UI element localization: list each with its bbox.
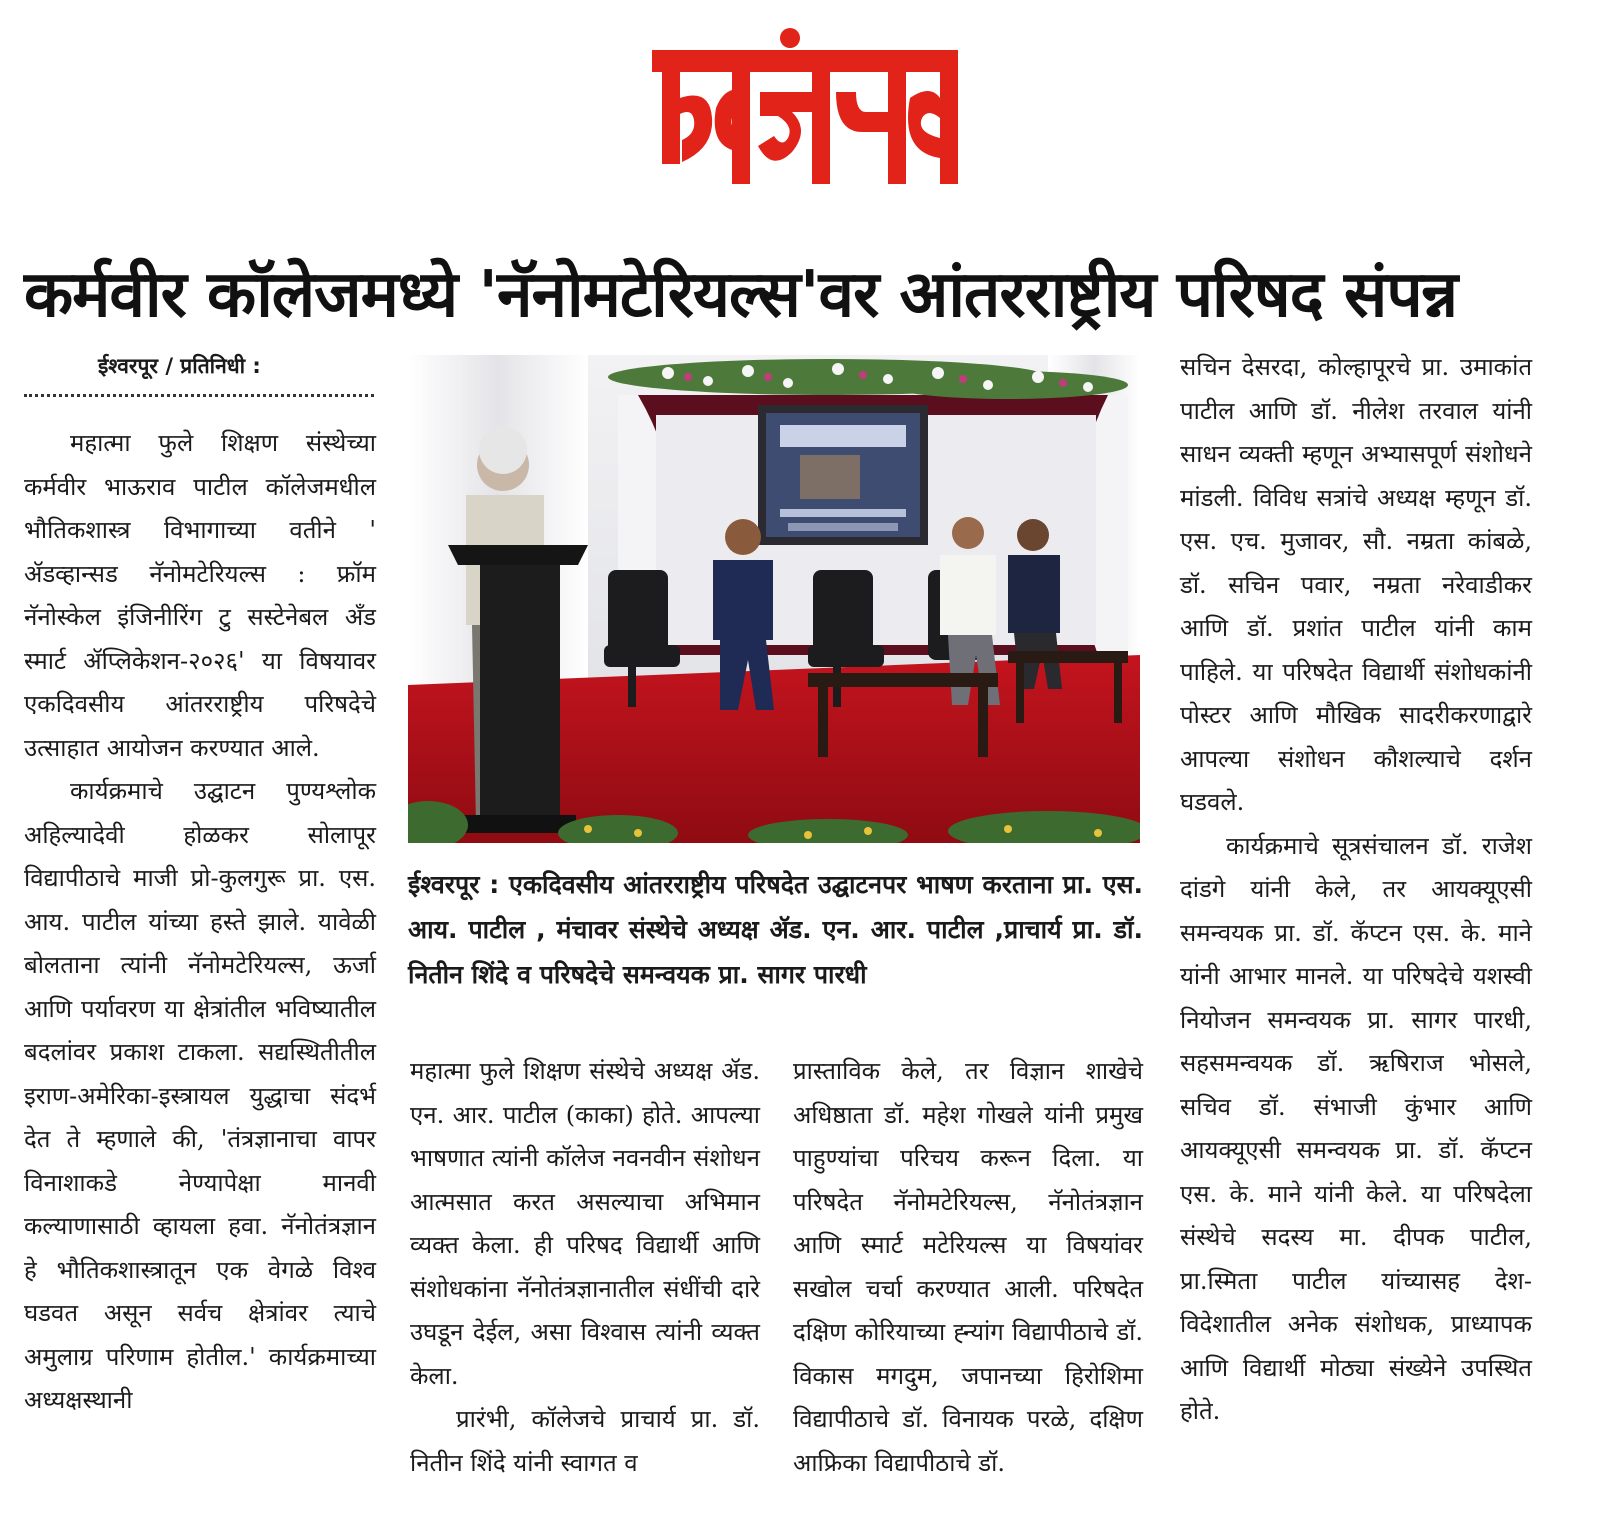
article-column-3 bbox=[793, 1050, 1143, 1485]
column-1-paragraph-2: कार्यक्रमाचे उद्घाटन पुण्यश्लोक अहिल्यादेवी होळकर सोलापूर विद्यापीठाचे माजी प्रो-कुलगुरू प्रा. एस. आय. पाटील यांच्या हस्ते झाले. यावेळी बोलताना त्यांनी नॅनोमटेरियल्स, ऊर्जा आणि पर्यावरण या क्षेत्रांतील भविष्यातील बदलांवर प्रकाश टाकला. सद्यस्थितीतील इराण-अमेरिका-इस्त्रायल युद्धाचा संदर्भ देत ते म्हणाले की, 'तंत्रज्ञानाचा वापर विनाशाकडे नेण्यापेक्षा मानवी कल्याणासाठी व्हायला हवा. नॅनोतंत्रज्ञान हे भौतिकशास्त्रातून एक वेगळे विश्व घडवत असून सर्वच क्षेत्रांवर त्याचे अमुलाग्र परिणाम होतील.' कार्यक्रमाच्या अध्यक्षस्थानी bbox=[24, 777, 376, 1414]
event-photo bbox=[408, 355, 1140, 843]
column-1-paragraph-1: महात्मा फुले शिक्षण संस्थेच्या कर्मवीर भाऊराव पाटील कॉलेजमधील भौतिकशास्त्र विभागाच्या वतीने ' ॲडव्हान्सड नॅनोमटेरियल्स : फ्रॉम नॅनोस्केल इंजिनीरिंग टु सस्टेनेबल अँड स्मार्ट ॲप्लिकेशन-२०२६' या विषयावर एकदिवसीय आंतरराष्ट्रीय परिषदेचे उत्साहात आयोजन करण्यात आले. bbox=[24, 429, 376, 762]
article-headline: कर्मवीर कॉलेजमध्ये 'नॅनोमटेरियल्स'वर आंतरराष्ट्रीय परिषद संपन्न bbox=[24, 258, 1458, 332]
masthead-logo bbox=[640, 8, 970, 198]
column-2-paragraph-2: प्रारंभी, कॉलेजचे प्राचार्य प्रा. डॉ. नितीन शिंदे यांनी स्वागत व bbox=[410, 1405, 760, 1477]
dateline: ईश्वरपूर / प्रतिनिधी : bbox=[98, 354, 261, 378]
article-column-4 bbox=[1180, 346, 1532, 1434]
masthead-lettering bbox=[652, 28, 958, 184]
photo-caption: ईश्वरपूर : एकदिवसीय आंतरराष्ट्रीय परिषदेत उद्घाटनपर भाषण करताना प्रा. एस. आय. पाटील , मंचावर संस्थेचे अध्यक्ष ॲड. एन. आर. पाटील ,प्राचार्य प्रा. डॉ. नितीन शिंदे व परिषदेचे समन्वयक प्रा. सागर पारधी bbox=[408, 870, 1143, 989]
dotted-divider bbox=[24, 394, 374, 397]
column-4-paragraph-1: सचिन देसरदा, कोल्हापूरचे प्रा. उमाकांत पाटील आणि डॉ. नीलेश तरवाल यांनी साधन व्यक्ती म्हणून अभ्यासपूर्ण संशोधने मांडली. विविध सत्रांचे अध्यक्ष म्हणून डॉ. एस. एच. मुजावर, सौ. नम्रता कांबळे, डॉ. सचिन पवार, नम्रता नरेवाडीकर आणि डॉ. प्रशांत पाटील यांनी काम पाहिले. या परिषदेत विद्यार्थी संशोधकांनी पोस्टर आणि मौखिक सादरीकरणाद्वारे आपल्या संशोधन कौशल्याचे दर्शन घडवले. bbox=[1180, 353, 1532, 816]
article-column-1 bbox=[24, 422, 376, 1423]
column-4-paragraph-2: कार्यक्रमाचे सूत्रसंचालन डॉ. राजेश दांडगे यांनी केले, तर आयक्यूएसी समन्वयक प्रा. डॉ. कॅप्टन एस. के. माने यांनी आभार मानले. या परिषदेचे यशस्वी नियोजन समन्वयक प्रा. सागर पारधी, सहसमन्वयक डॉ. ऋषिराज भोसले, सचिव डॉ. संभाजी कुंभार आणि आयक्यूएसी समन्वयक प्रा. डॉ. कॅप्टन एस. के. माने यांनी केले. या परिषदेला संस्थेचे सदस्य मा. दीपक पाटील, प्रा.स्मिता पाटील यांच्यासह देश-विदेशातील अनेक संशोधक, प्राध्यापक आणि विद्यार्थी मोठ्या संख्येने उपस्थित होते. bbox=[1180, 831, 1532, 1425]
article-column-2 bbox=[410, 1050, 760, 1485]
column-2-paragraph-1: महात्मा फुले शिक्षण संस्थेचे अध्यक्ष ॲड. एन. आर. पाटील (काका) होते. आपल्या भाषणात त्यांनी कॉलेज नवनवीन संशोधन आत्मसात करत असल्याचा अभिमान व्यक्त केला. ही परिषद विद्यार्थी आणि संशोधकांना नॅनोतंत्रज्ञानातील संधींची दारे उघडून देईल, असा विश्वास त्यांनी व्यक्त केला. bbox=[410, 1057, 760, 1390]
column-3-paragraph-1: प्रास्ताविक केले, तर विज्ञान शाखेचे अधिष्ठाता डॉ. महेश गोखले यांनी प्रमुख पाहुण्यांचा परिचय करून दिला. या परिषदेत नॅनोमटेरियल्स, नॅनोतंत्रज्ञान आणि स्मार्ट मटेरियल्स या विषयांवर सखोल चर्चा करण्यात आली. परिषदेत दक्षिण कोरियाच्या ह्न्यांग विद्यापीठाचे डॉ. विकास मगदुम, जपानच्या हिरोशिमा विद्यापीठाचे डॉ. विनायक परळे, दक्षिण आफ्रिका विद्यापीठाचे डॉ. bbox=[793, 1057, 1143, 1477]
